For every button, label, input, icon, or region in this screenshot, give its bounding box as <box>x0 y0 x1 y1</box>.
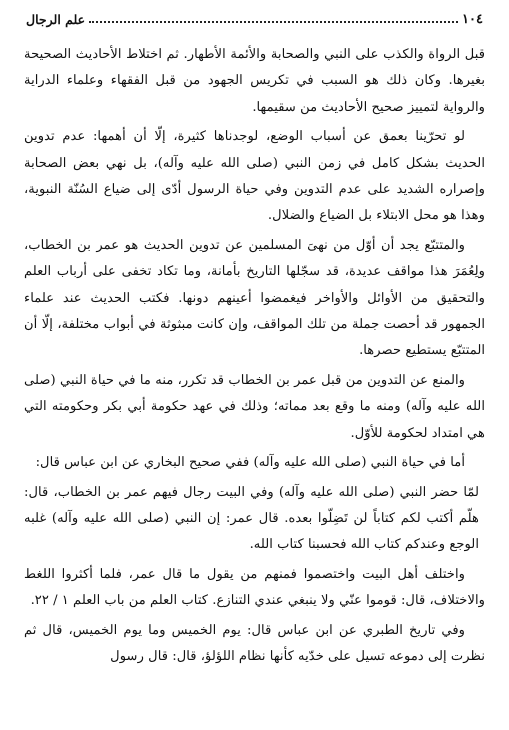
header-dotted-leader <box>89 11 458 23</box>
paragraph-8: وفي تاريخ الطبري عن ابن عباس قال: يوم الخميس وما يوم الخميس، قال ثم نظرت إلى دموعه تسيل على خدّيه كأنها نظام اللؤلؤ، قال: قال رسول <box>24 622 485 664</box>
paragraph-1: قبل الرواة والكذب على النبي والصحابة والأئمة الأطهار. ثم اختلاط الأحاديث الصحيحة بغيرها. وكان ذلك هو السبب في تكريس الجهود من قبل الفقهاء وعلماء الدراية والرواية لتمييز صحيح الأحاديث من سقيمها. <box>24 47 485 115</box>
page-number: ١٠٤ <box>462 11 483 27</box>
running-header <box>26 8 483 30</box>
page-body <box>24 42 485 673</box>
paragraph-2: لو تحرّينا بعمق عن أسباب الوضع، لوجدناها كثيرة، إلّا أن أهمها: عدم تدوين الحديث بشكل كامل في زمن النبي (صلى الله عليه وآله)، بل نهي بعض الصحابة وإصراره الشديد على عدم التدوين وفي حياة الرسول أدّى إلى ضياع السُنّة النبوية، وهذا هو محل الابتلاء بل الضياع والضلال. <box>24 129 485 224</box>
paragraph-7: واختلف أهل البيت واختصموا فمنهم من يقول ما قال عمر، فلما أكثروا اللغط والاختلاف، قال: قوموا عنّي ولا ينبغي عندي التنازع. كتاب العلم من باب العلم ١ / ٢٢. <box>24 566 485 609</box>
quote-paragraph: لمّا حضر النبي (صلى الله عليه وآله) وفي البيت رجال فيهم عمر بن الخطاب، قال: هلّم أكتب لكم كتاباً لن تَضِلّوا بعده. قال عمر: إن النبي (صلى الله عليه وآله) غلبه الوجع وعندكم كتاب الله فحسبنا كتاب الله. <box>24 484 479 553</box>
paragraph-5: أما في حياة النبي (صلى الله عليه وآله) ففي صحيح البخاري عن ابن عباس قال: <box>35 455 465 471</box>
paragraph-4: والمنع عن التدوين من قبل عمر بن الخطاب قد تكرر، منه ما في حياة النبي (صلى الله عليه وآله) ومنه ما وقع بعد مماته؛ وذلك في عهد حكومة أبي بكر وحكومته التي هي امتداد لحكومة للأوّل. <box>24 372 485 441</box>
paragraph-3: والمتتبّع يجد أن أوّل من نهىَ المسلمين عن تدوين الحديث هو عمر بن الخطاب، ولِعُمَرَ هذا مواقف عديدة، قد سجّلها التاريخ بأمانة، وما تكاد تخفى على أرباب العلم والتحقيق من الأوائل والأواخر فيغمضوا أعينهم دونها. فكتب الحديث عند علماء الجمهور قد أحصت جملة من تلك المواقف، وإن كانت مبثوثة في أبواب مختلفة، إلّا أن المتتبّع يستطيع حصرها. <box>24 237 485 359</box>
book-title: علم الرجال <box>26 11 86 27</box>
